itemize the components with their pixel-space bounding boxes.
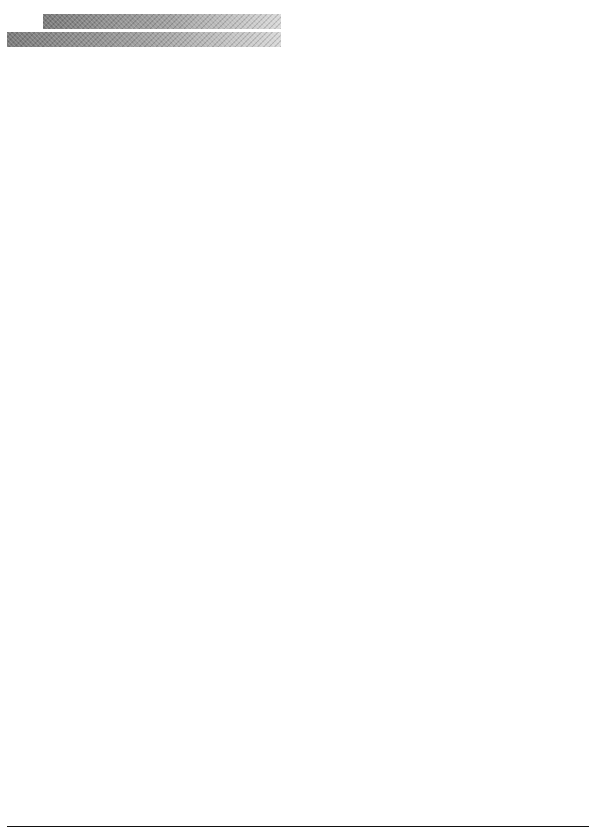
chapter-title-bar — [43, 14, 281, 29]
chapter-banner — [7, 8, 281, 58]
footer-rule — [7, 826, 589, 827]
chapter-title-bar — [7, 32, 281, 47]
